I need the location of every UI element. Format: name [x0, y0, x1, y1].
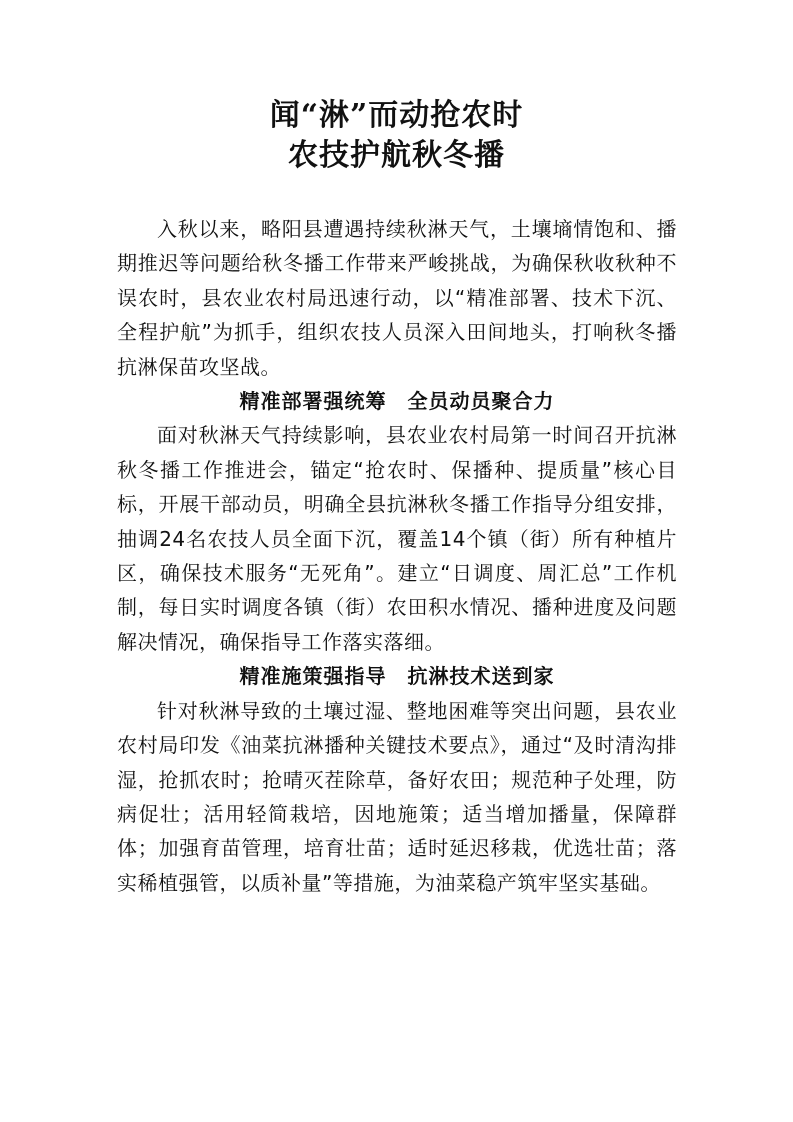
article-body — [117, 212, 677, 900]
section-paragraph-2: 针对秋淋导致的土壤过湿、整地困难等突出问题，县农业农村局印发《油菜抗淋播种关键技术要点》，通过“及时清沟排湿，抢抓农时；抢晴灭茬除草，备好农田；规范种子处理，防病促壮；活用轻简栽培，因地施策；适当增加播量，保障群体；加强育苗管理，培育壮苗；适时延迟移栽，优选壮苗；落实稀植强管，以质补量”等措施，为油菜稳产筑牢坚实基础。 — [117, 698, 677, 895]
title-line-1: 闻“淋”而动抢农时 — [269, 98, 524, 133]
section-heading-1: 精准部署强统筹 全员动员聚合力 — [239, 389, 555, 414]
intro-paragraph: 入秋以来，略阳县遭遇持续秋淋天气，土壤墒情饱和、播期推迟等问题给秋冬播工作带来严峻挑战，为确保秋收秋种不误农时，县农业农村局迅速行动，以“精准部署、技术下沉、全程护航”为抓手，组织农技人员深入田间地头，打响秋冬播抗淋保苗攻坚战。 — [117, 217, 677, 379]
article-title — [0, 96, 793, 176]
title-line-2: 农技护航秋冬播 — [288, 138, 505, 173]
section-paragraph-1: 面对秋淋天气持续影响，县农业农村局第一时间召开抗淋秋冬播工作推进会，锚定“抢农时、保播种、提质量”核心目标，开展干部动员，明确全县抗淋秋冬播工作指导分组安排，抽调24名农技人员全面下沉，覆盖14个镇（街）所有种植片区，确保技术服务“无死角”。建立“日调度、周汇总”工作机制，每日实时调度各镇（街）农田积水情况、播种进度及问题解决情况，确保指导工作落实落细。 — [117, 423, 677, 654]
section-heading-2: 精准施策强指导 抗淋技术送到家 — [239, 664, 555, 689]
